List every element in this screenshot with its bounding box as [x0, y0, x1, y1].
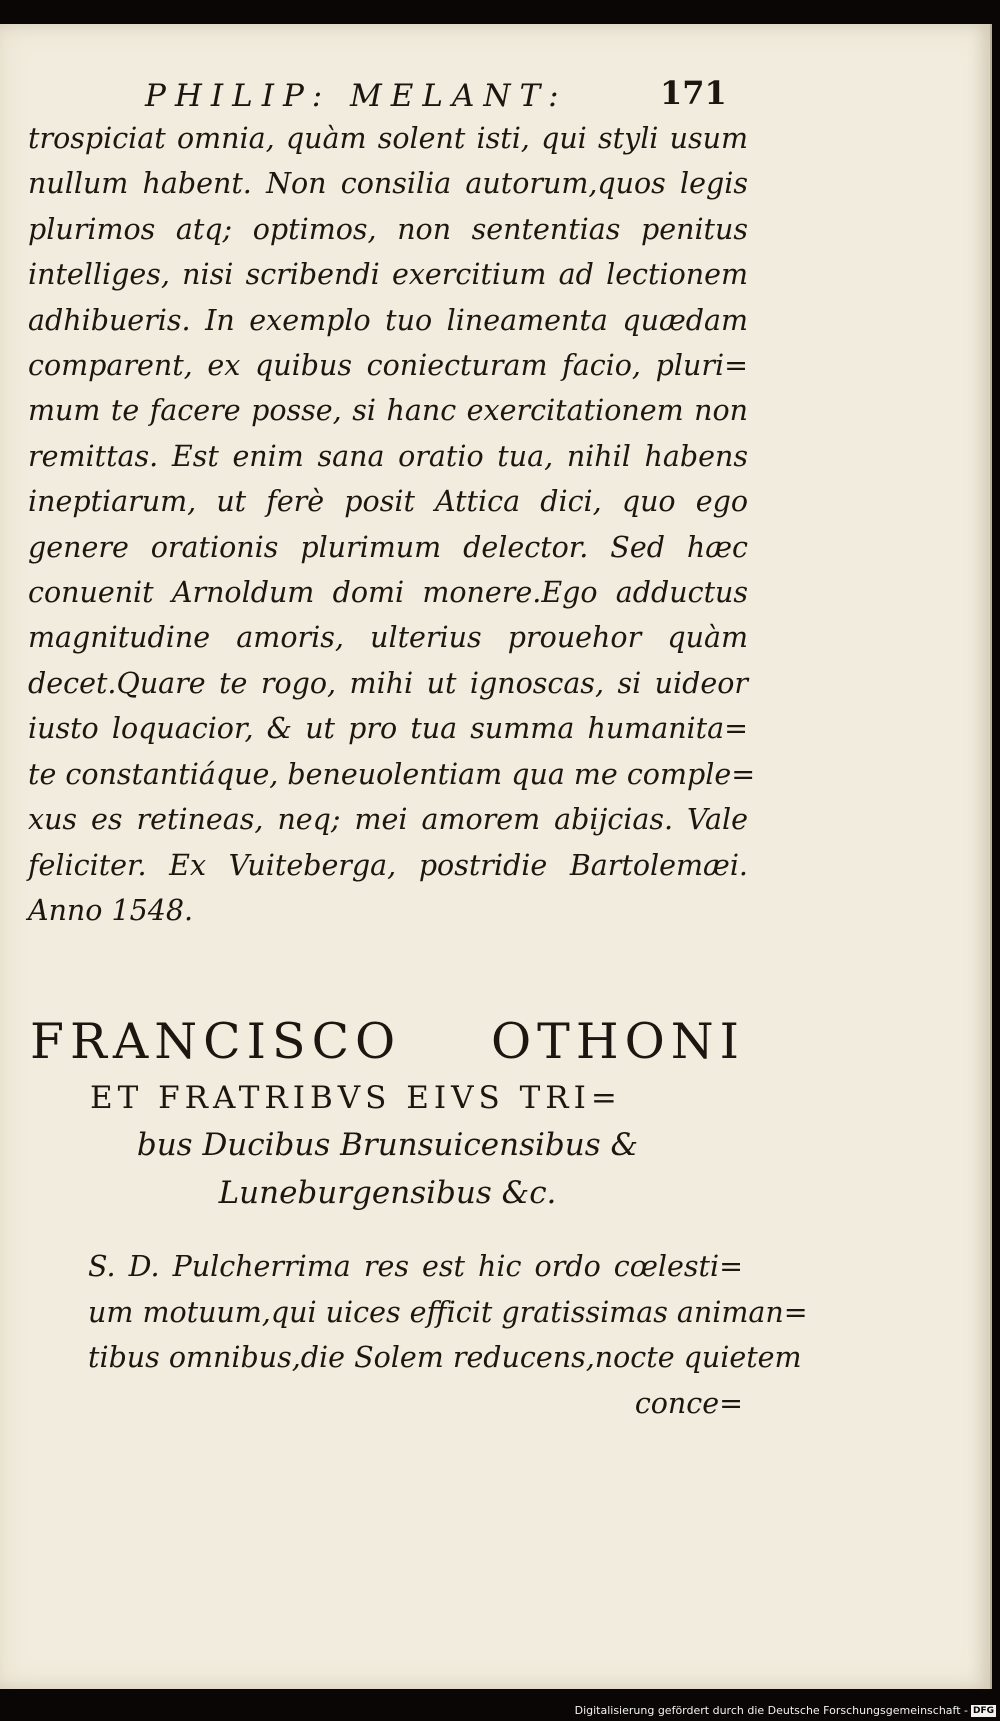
text-line: magnitudine amoris, ulterius prouehor quàm	[28, 621, 748, 655]
text-line: Anno 1548.	[28, 893, 194, 927]
text-line: feliciter. Ex Vuiteberga, postridie Bartolemæi.	[28, 848, 748, 882]
text-line: intelliges, nisi scribendi exercitium ad lectionem	[28, 258, 748, 292]
letter-heading	[30, 1010, 745, 1218]
heading-line-3: bus Ducibus Brunsuicensibus &	[136, 1127, 639, 1163]
letter-text	[28, 116, 756, 933]
text-line: te constantiáque, beneuolentiam qua me comple=	[28, 757, 756, 791]
text-line: genere orationis plurimum delector. Sed hæc	[28, 530, 748, 564]
next-letter-text	[88, 1244, 808, 1426]
text-line: um motuum,qui uices efficit gratissimas animan=	[88, 1295, 808, 1329]
text-line: iusto loquacior, & ut pro tua summa humanita=	[28, 712, 748, 746]
digitization-credit	[0, 1700, 996, 1721]
page-number: 171	[660, 74, 727, 112]
text-line: ineptiarum, ut ferè posit Attica dici, quo ego	[28, 485, 748, 519]
text-line: adhibueris. In exemplo tuo lineamenta quædam	[28, 303, 748, 337]
text-line: S. D. Pulcherrima res est hic ordo cœlesti=	[88, 1250, 743, 1283]
text-line: remittas. Est enim sana oratio tua, nihil habens	[28, 439, 748, 473]
text-line: nullum habent. Non consilia autorum,quos legis	[28, 167, 748, 201]
text-line: xus es retineas, neq; mei amorem abijcias. Vale	[28, 803, 748, 837]
running-title: PHILIP: MELANT:	[145, 78, 568, 114]
text-line: comparent, ex quibus coniecturam facio, pluri=	[28, 349, 748, 383]
heading-line-1: FRANCISCO OTHONI	[30, 1013, 745, 1070]
credit-text: Digitalisierung gefördert durch die Deutsche Forschungsgemeinschaft -	[574, 1704, 968, 1717]
heading-line-4: Luneburgensibus &c.	[218, 1175, 557, 1211]
text-line: decet.Quare te rogo, mihi ut ignoscas, si uideor	[28, 666, 748, 700]
catchword: conce=	[634, 1386, 743, 1420]
text-line: mum te facere posse, si hanc exercitationem non	[28, 394, 748, 428]
text-line: tibus omnibus,die Solem reducens,nocte quietem	[88, 1341, 802, 1374]
text-line: conuenit Arnoldum domi monere.Ego adductus	[28, 576, 748, 610]
dfg-logo: DFG	[972, 1706, 994, 1716]
heading-line-2: ET FRATRIBVS EIVS TRI=	[90, 1080, 622, 1116]
text-line: plurimos atq; optimos, non sententias penitus	[28, 212, 748, 246]
text-line: trospiciat omnia, quàm solent isti, qui styli usum	[28, 122, 748, 155]
